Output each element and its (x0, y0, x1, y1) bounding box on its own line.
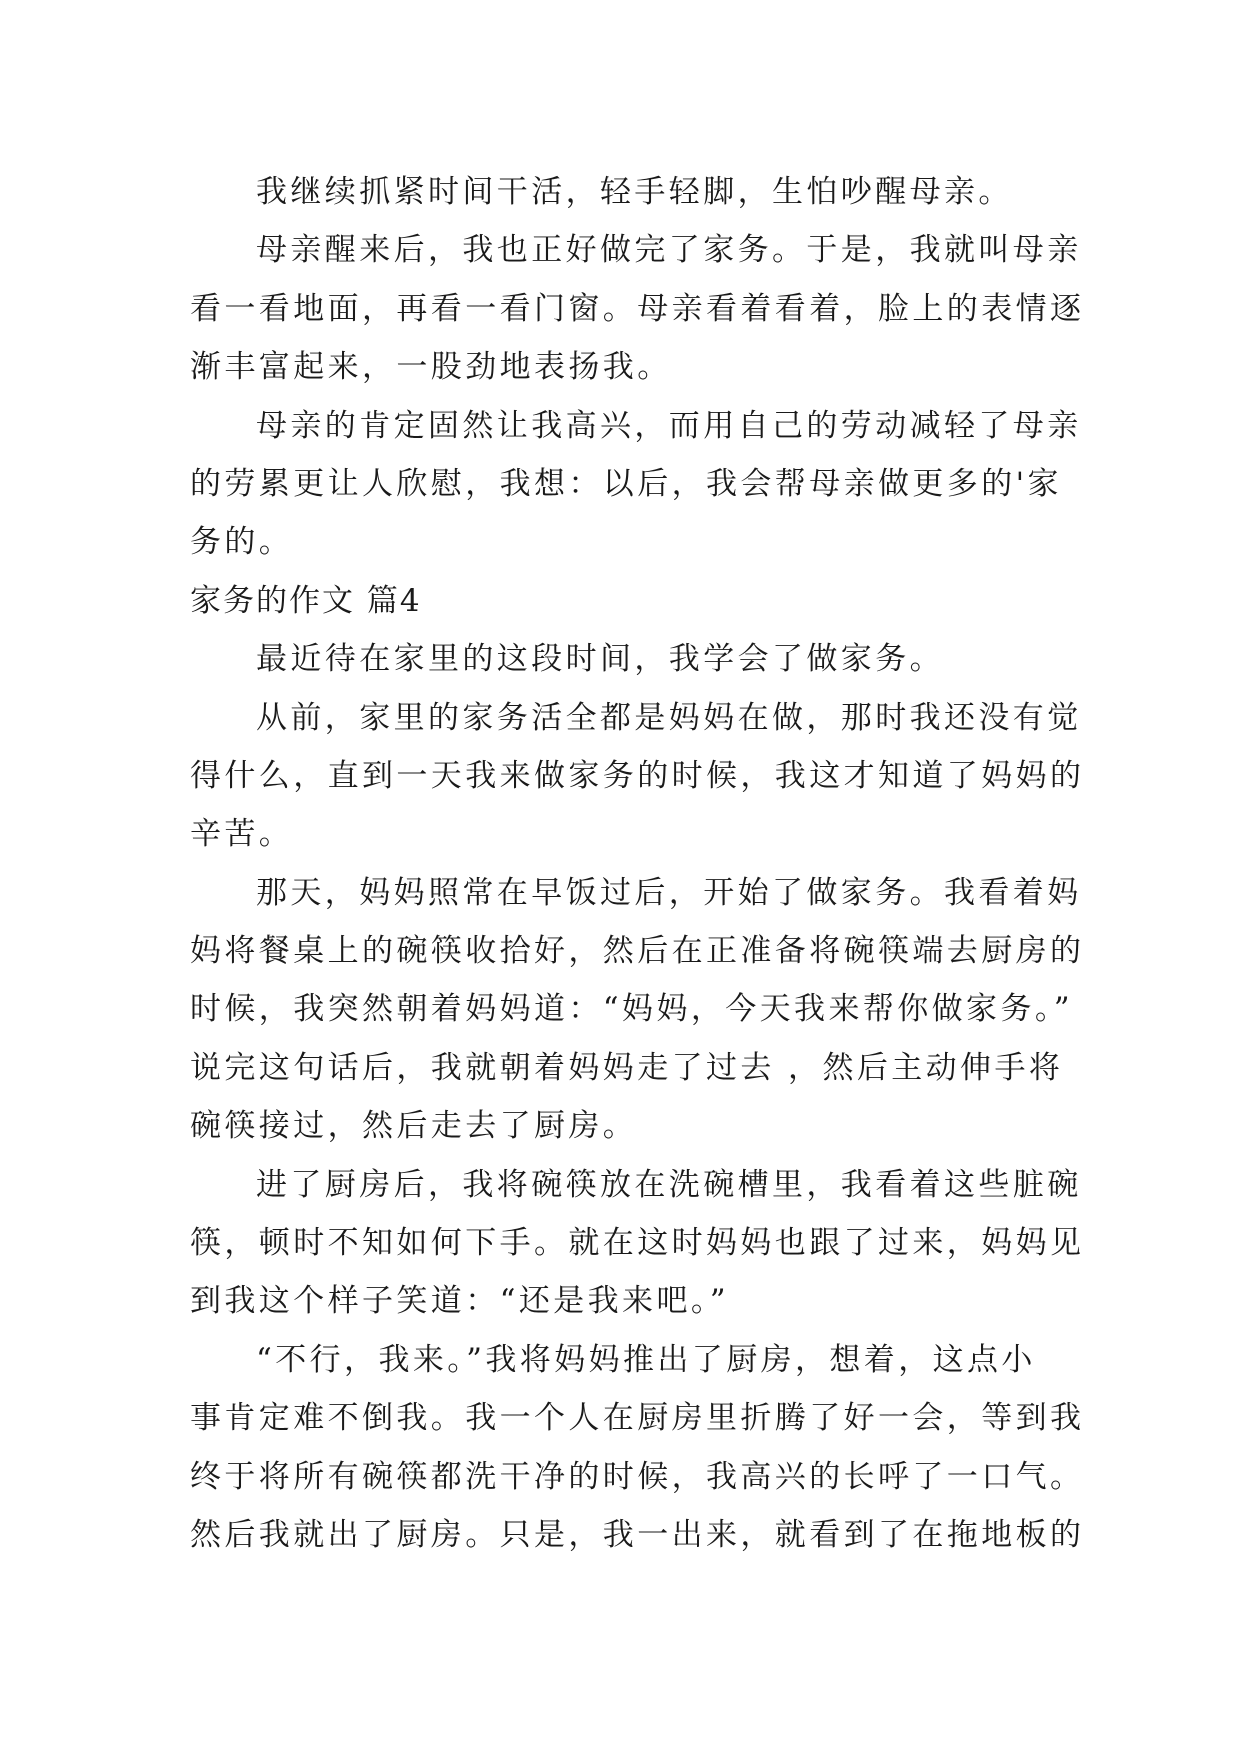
text-line: 务的。 (190, 524, 294, 561)
text-line: 看一看地面，再看一看门窗。母亲看着看着，脸上的表情逐 (190, 290, 1085, 327)
text-line: “不行，我来。”我将妈妈推出了厨房，想着，这点小 (256, 1341, 1036, 1378)
text-line: 终于将所有碗筷都洗干净的时候，我高兴的长呼了一口气。 (190, 1458, 1085, 1495)
text-line: 筷，顿时不知如何下手。就在这时妈妈也跟了过来，妈妈见 (190, 1225, 1085, 1262)
paragraph (190, 1331, 1085, 1565)
text-line: 从前，家里的家务活全都是妈妈在做，那时我还没有觉 (256, 699, 1082, 736)
text-line: 母亲醒来后，我也正好做完了家务。于是，我就叫母亲 (256, 232, 1082, 269)
paragraph (190, 689, 1085, 864)
text-line: 妈将餐桌上的碗筷收拾好，然后在正准备将碗筷端去厨房的 (190, 933, 1085, 970)
text-line: 到我这个样子笑道：“还是我来吧。” (190, 1283, 729, 1320)
paragraph (190, 163, 1060, 221)
text-line: 时候，我突然朝着妈妈道：“妈妈，今天我来帮你做家务。” (190, 991, 1073, 1028)
paragraph (190, 1156, 1085, 1331)
text-line: 进了厨房后，我将碗筷放在洗碗槽里，我看着这些脏碗 (256, 1166, 1082, 1203)
document-body (190, 163, 1085, 1564)
section-heading: 家务的作文 篇4 (190, 582, 422, 619)
text-line: 碗筷接过，然后走去了厨房。 (190, 1108, 638, 1145)
text-line: 的劳累更让人欣慰，我想：以后，我会帮母亲做更多的'家 (190, 465, 1062, 502)
text-line: 我继续抓紧时间干活，轻手轻脚，生怕吵醒母亲。 (256, 174, 1013, 210)
paragraph (190, 864, 1085, 1156)
text-line: 得什么，直到一天我来做家务的时候，我这才知道了妈妈的 (190, 757, 1085, 794)
text-line: 那天，妈妈照常在早饭过后，开始了做家务。我看着妈 (256, 874, 1082, 911)
paragraph (190, 397, 1082, 572)
text-line: 事肯定难不倒我。我一个人在厨房里折腾了好一会，等到我 (190, 1400, 1085, 1437)
text-line: 辛苦。 (190, 816, 294, 853)
text-line: 最近待在家里的这段时间，我学会了做家务。 (256, 641, 944, 678)
paragraph (190, 221, 1085, 396)
text-line: 母亲的肯定固然让我高兴，而用自己的劳动减轻了母亲 (256, 407, 1082, 444)
text-line: 说完这句话后，我就朝着妈妈走了过去 ，然后主动伸手将 (190, 1049, 1064, 1086)
paragraph (190, 630, 1060, 688)
text-line: 然后我就出了厨房。只是，我一出来，就看到了在拖地板的 (190, 1516, 1085, 1553)
text-line: 渐丰富起来，一股劲地表扬我。 (190, 349, 672, 386)
